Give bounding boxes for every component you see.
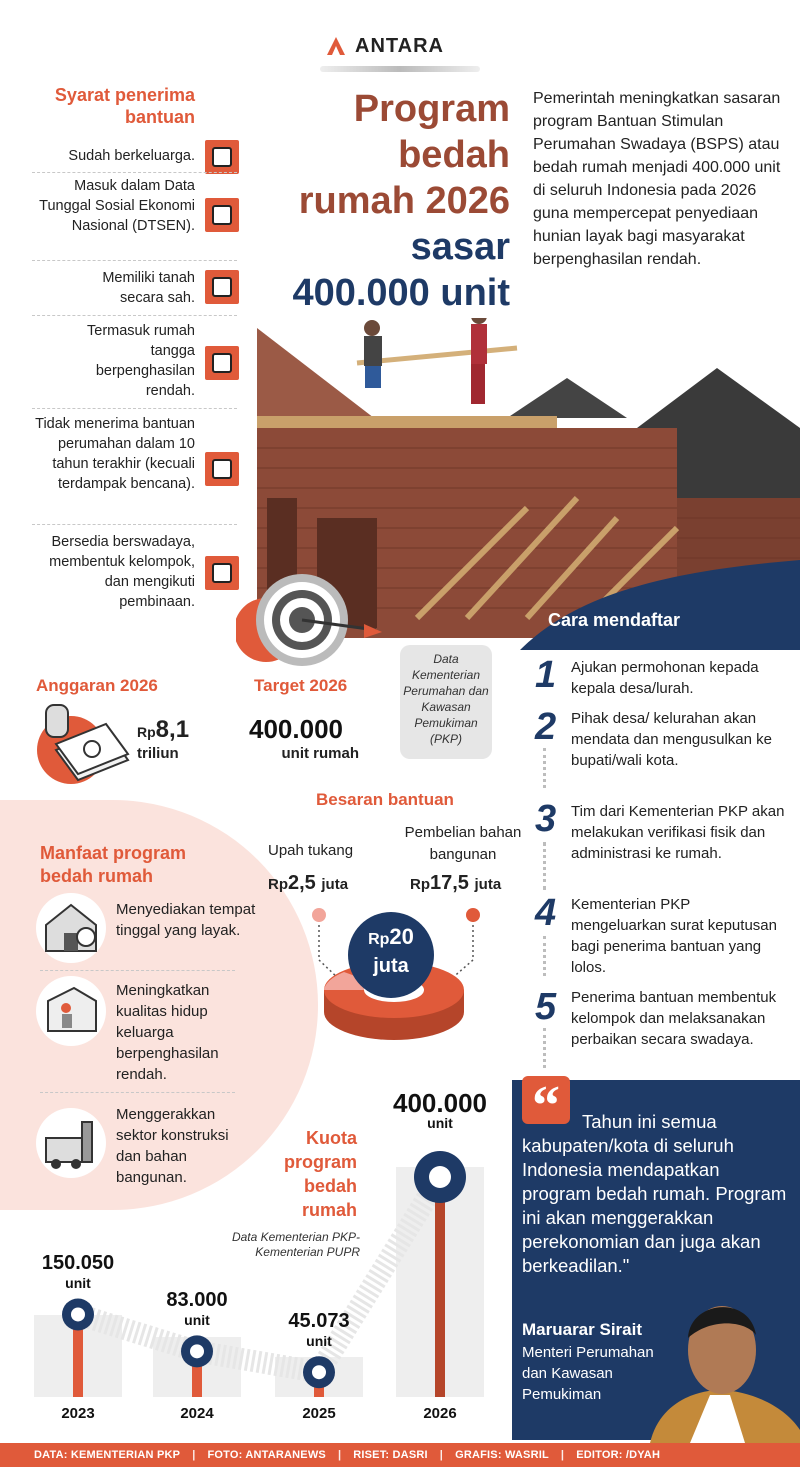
step-number: 3: [535, 798, 557, 840]
credit-separator: |: [439, 1449, 444, 1461]
house-aid-icon: [205, 452, 239, 486]
house-check-icon: [36, 893, 106, 963]
kuota-bar: [435, 1177, 445, 1397]
kuota-value-label: [147, 1289, 247, 1329]
manfaat-title-line1: Manfaat program: [40, 843, 187, 863]
kuota-title-line: program: [283, 1152, 357, 1172]
kuota-unit: unit: [184, 1312, 210, 1329]
kuota-value: 400.000: [393, 1088, 487, 1118]
kuota-value-label: [370, 1088, 510, 1132]
cara-mendaftar-banner: [520, 560, 800, 650]
manfaat-title: [40, 842, 240, 888]
title-line: rumah 2026: [298, 180, 510, 222]
target-unit: unit rumah: [281, 745, 359, 762]
speaker-name: Maruarar Sirait: [522, 1320, 642, 1339]
requirements-title: [20, 84, 195, 128]
quote-text: Tahun ini semua kabupaten/kota di seluruh Indonesia mendapatkan program bedah rumah. Program ini akan menggerakkan perekonomian dan juga akan berkeadilan.": [522, 1111, 787, 1276]
credit-grafis: GRAFIS: WASRIL: [455, 1449, 549, 1461]
credits-footer: [0, 1443, 800, 1467]
main-title: [255, 86, 510, 316]
speaker-portrait: [640, 1290, 800, 1443]
upah-label: Upah tukang: [268, 842, 354, 859]
currency-prefix: Rp: [268, 876, 288, 893]
divider: [32, 260, 237, 261]
manfaat-item: Meningkatkan kualitas hidup keluarga berpenghasilan rendah.: [116, 982, 219, 1083]
title-line: sasar: [410, 226, 510, 268]
kuota-year-label: 2025: [302, 1405, 336, 1422]
besaran-total-badge: [348, 912, 434, 998]
kuota-value-label: [28, 1252, 128, 1292]
kuota-value-label: [269, 1310, 369, 1350]
upah-value: [268, 872, 348, 895]
credit-riset: RISET: DASRI: [353, 1449, 428, 1461]
upah-unit: juta: [321, 876, 349, 893]
anggaran-number: 8,1: [155, 716, 190, 743]
family-icon: [205, 140, 239, 174]
kuota-title-line: rumah: [301, 1200, 357, 1220]
pembelian-label: Pembelian bahan bangunan: [404, 824, 522, 863]
divider: [32, 315, 237, 316]
step-text: Ajukan permohonan kepada kepala desa/lurah.: [571, 659, 759, 697]
kuota-year-label: 2024: [180, 1405, 214, 1422]
step-text: Pihak desa/ kelurahan akan mendata dan mengusulkan ke bupati/wali kota.: [571, 710, 772, 769]
wallet-icon: [205, 346, 239, 380]
step-connector: [543, 1028, 555, 1068]
title-line: bedah: [398, 134, 510, 176]
step-connector: [543, 936, 555, 976]
kuota-point-center: [312, 1365, 326, 1379]
besaran-total-number: 20: [389, 924, 414, 949]
antara-logo: [325, 28, 475, 64]
besaran-total-value: [348, 924, 434, 953]
money-icon: [36, 700, 131, 790]
kuota-title-line: Kuota: [306, 1128, 357, 1148]
target-title: Target 2026: [254, 676, 348, 695]
anggaran-title: Anggaran 2026: [36, 676, 158, 695]
anggaran-value: [137, 716, 189, 744]
kuota-year-label: 2026: [423, 1405, 457, 1422]
logo-text: ANTARA: [355, 34, 444, 57]
step-text: Penerima bantuan membentuk kelompok dan melaksanakan perbaikan secara swadaya.: [571, 989, 777, 1048]
data-source-box: Data Kementerian Perumahan dan Kawasan Pemukiman (PKP): [400, 645, 492, 759]
speaker-role: Menteri Perumahan dan Kawasan Pemukiman: [522, 1344, 654, 1403]
step-text: Tim dari Kementerian PKP akan melakukan verifikasi fisik dan administrasi ke rumah.: [571, 803, 785, 862]
document-icon: [205, 198, 239, 232]
kuota-source: Data Kementerian PKP-Kementerian PUPR: [231, 1230, 360, 1259]
step-connector: [543, 748, 555, 788]
quote-mark-icon: “: [522, 1076, 570, 1124]
besaran-title: Besaran bantuan: [316, 790, 454, 809]
credit-separator: |: [192, 1449, 196, 1461]
pembelian-value: [410, 872, 501, 895]
kuota-point-center: [429, 1166, 451, 1188]
requirement-item: Bersedia berswadaya, membentuk kelompok, dan mengikuti pembinaan.: [49, 534, 195, 610]
requirement-item: Memiliki tanah secara sah.: [102, 270, 195, 306]
kuota-trend-line: [78, 1177, 440, 1372]
anggaran-unit: triliun: [137, 745, 179, 762]
requirement-item: Termasuk rumah tangga berpenghasilan rendah.: [87, 323, 195, 399]
title-line: 400.000 unit: [292, 272, 510, 314]
land-certificate-icon: [205, 270, 239, 304]
step-number: 2: [535, 706, 557, 748]
credit-separator: |: [337, 1449, 342, 1461]
family-room-icon: [36, 976, 106, 1046]
pembelian-number: 17,5: [430, 872, 469, 894]
cara-mendaftar-title: Cara mendaftar: [548, 610, 681, 630]
kuota-unit: unit: [65, 1275, 91, 1292]
manfaat-item: Menggerakkan sektor konstruksi dan bahan bangunan.: [116, 1106, 229, 1186]
intro-paragraph: Pemerintah meningkatkan sasaran program Bantuan Stimulan Perumahan Swadaya (BSPS) atau bedah rumah menjadi 400.000 unit di seluruh Indonesia pada 2026 guna mempercepat penyediaan hunian layak bagi masyarakat berpenghasilan rendah.: [533, 90, 781, 268]
kuota-unit: unit: [427, 1115, 453, 1131]
kuota-point-center: [190, 1344, 204, 1358]
kuota-value: 150.050: [41, 1252, 115, 1275]
title-line: Program: [353, 88, 510, 130]
requirement-item: Sudah berkeluarga.: [68, 148, 195, 164]
manfaat-item: Menyediakan tempat tinggal yang layak.: [116, 901, 256, 939]
kuota-unit: unit: [306, 1333, 332, 1350]
step-number: 1: [535, 654, 557, 696]
step-number: 5: [535, 986, 557, 1028]
logo-underline: [320, 66, 480, 72]
divider: [32, 408, 237, 409]
kuota-year-label: 2023: [61, 1405, 95, 1422]
pembelian-unit: juta: [474, 876, 502, 893]
target-value: 400.000: [249, 714, 343, 744]
requirements-title-line2: bantuan: [125, 107, 195, 127]
requirements-title-line1: Syarat penerima: [54, 85, 195, 105]
antara-logo-icon: [325, 35, 347, 57]
divider: [32, 172, 237, 173]
manfaat-title-line2: bedah rumah: [40, 866, 154, 886]
step-connector: [543, 842, 555, 890]
kuota-value: 83.000: [166, 1289, 228, 1312]
divider: [40, 970, 235, 971]
divider: [32, 524, 237, 525]
credit-foto: FOTO: ANTARANEWS: [207, 1449, 326, 1461]
requirement-item: Masuk dalam Data Tunggal Sosial Ekonomi Nasional (DTSEN).: [39, 178, 195, 234]
credit-data: DATA: KEMENTERIAN PKP: [34, 1449, 181, 1461]
requirement-item: Tidak menerima bantuan perumahan dalam 10 tahun terakhir (kecuali terdampak bencana).: [35, 416, 195, 492]
kuota-point-center: [71, 1307, 85, 1321]
kuota-value: 45.073: [288, 1310, 350, 1333]
community-icon: [205, 556, 239, 590]
currency-prefix: Rp: [137, 724, 156, 740]
step-number: 4: [535, 892, 557, 934]
currency-prefix: Rp: [410, 876, 430, 893]
besaran-total-unit: juta: [373, 955, 409, 977]
credit-editor: EDITOR: /DYAH: [576, 1449, 661, 1461]
kuota-title-line: bedah: [303, 1176, 357, 1196]
target-icon: [236, 570, 386, 670]
step-text: Kementerian PKP mengeluarkan surat keputusan bagi penerima bantuan yang lolos.: [571, 896, 777, 976]
credit-separator: |: [560, 1449, 565, 1461]
currency-prefix: Rp: [368, 931, 390, 948]
upah-number: 2,5: [288, 872, 316, 894]
